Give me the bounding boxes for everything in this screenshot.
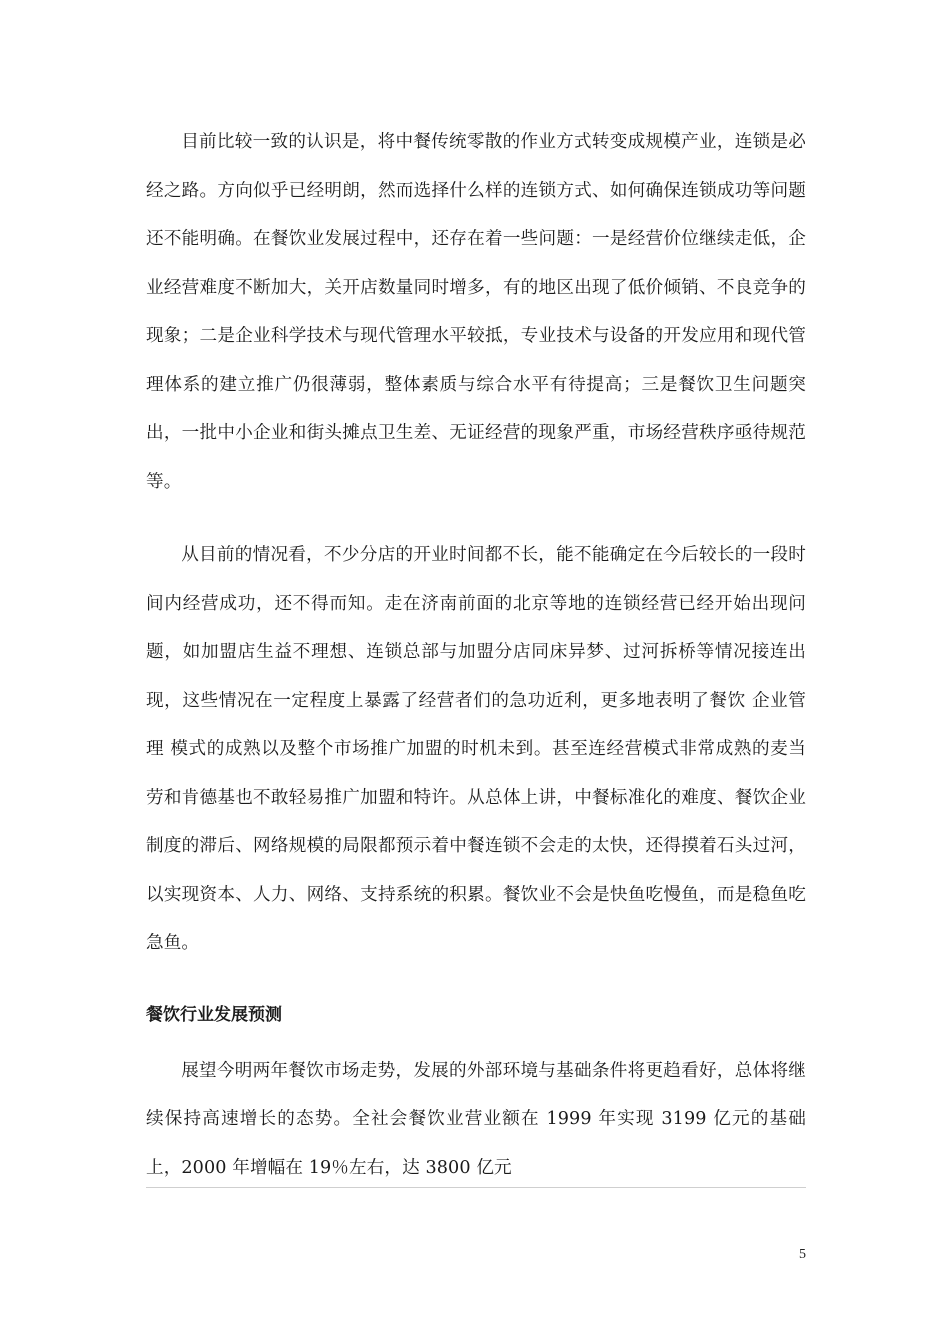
- page-number: 5: [799, 1247, 806, 1262]
- paragraph-gap: [146, 968, 806, 993]
- section-heading: 餐饮行业发展预测: [146, 1004, 282, 1025]
- paragraph-forecast: 展望今明两年餐饮市场走势，发展的外部环境与基础条件将更趋看好，总体将继续保持高速增长的态势。全社会餐饮业营业额在 1999 年实现 3199 亿元的基础上，2000 年增幅在 19％左右，达 3800 亿元: [146, 1060, 806, 1178]
- paragraph-current-situation: 从目前的情况看，不少分店的开业时间都不长，能不能确定在今后较长的一段时间内经营成功，还不得而知。走在济南前面的北京等地的连锁经营已经开始出现问题，如加盟店生益不理想、连锁总部与加盟分店同床异梦、过河拆桥等情况接连出现，这些情况在一定程度上暴露了经营者们的急功近利，更多地表明了餐饮 企业管理 模式的成熟以及整个市场推广加盟的时机未到。甚至连经营模式非常成熟的麦当劳和肯德基也不敢轻易推广加盟和特许。从总体上讲，中餐标准化的难度、餐饮企业制度的滞后、网络规模的局限都预示着中餐连锁不会走的太快，还得摸着石头过河，以实现资本、人力、网络、支持系统的积累。餐饮业不会是快鱼吃慢鱼，而是稳鱼吃急鱼。: [146, 545, 806, 953]
- document-body: [146, 118, 806, 1192]
- paragraph-gap: [146, 506, 806, 531]
- paragraph-chain-issues: 目前比较一致的认识是，将中餐传统零散的作业方式转变成规模产业，连锁是必经之路。方向似乎已经明朗，然而选择什么样的连锁方式、如何确保连锁成功等问题还不能明确。在餐饮业发展过程中，还存在着一些问题：一是经营价位继续走低，企业经营难度不断加大，关开店数量同时增多，有的地区出现了低价倾销、不良竞争的现象；二是企业科学技术与现代管理水平较抵，专业技术与设备的开发应用和现代管理体系的建立推广仍很薄弱，整体素质与综合水平有待提高；三是餐饮卫生问题突出，一批中小企业和街头摊点卫生差、无证经营的现象严重，市场经营秩序亟待规范等。: [146, 132, 806, 492]
- heading-gap: [146, 1037, 806, 1047]
- footer-divider: [146, 1187, 806, 1188]
